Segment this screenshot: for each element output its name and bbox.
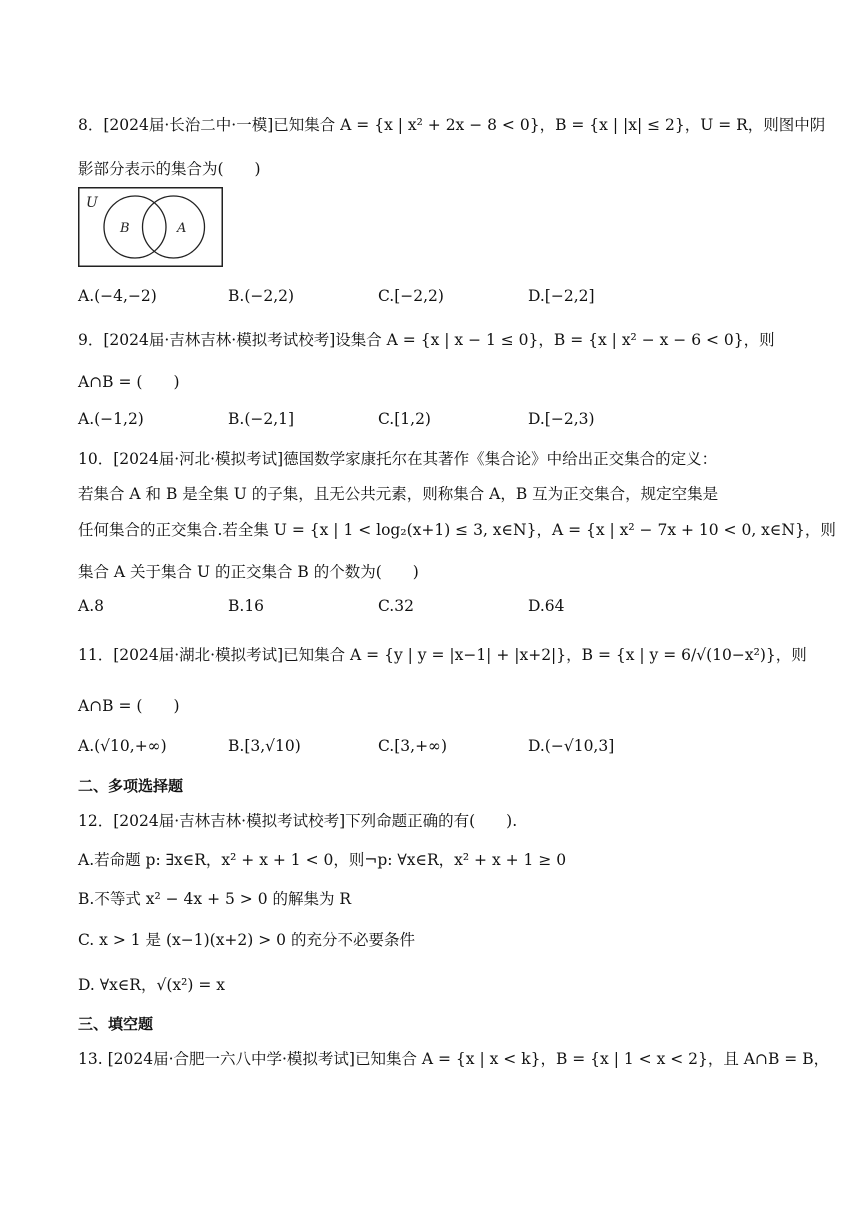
q8-option-c[interactable]: C.[−2,2) [378, 287, 444, 305]
q9-stem-line2: A∩B = ( ) [78, 373, 180, 391]
q11-option-b[interactable]: B.[3,√10) [228, 737, 301, 755]
section-heading-multiple-choice: 二、多项选择题 [78, 777, 184, 795]
section-heading-fill-in: 三、填空题 [78, 1015, 154, 1033]
q12-option-b[interactable]: B.不等式 x² − 4x + 5 > 0 的解集为 R [78, 890, 352, 908]
b-label: B [120, 221, 130, 236]
q11-stem-line2: A∩B = ( ) [78, 697, 180, 715]
q10-stem-line1: 10．[2024届·河北·模拟考试]德国数学家康托尔在其著作《集合论》中给出正交集合的定义： [78, 450, 718, 468]
q9-option-a[interactable]: A.(−1,2) [78, 410, 144, 428]
q8-option-d[interactable]: D.[−2,2] [528, 287, 595, 305]
u-label: U [86, 195, 98, 211]
q8-option-b[interactable]: B.(−2,2) [228, 287, 295, 305]
q13-stem-line1: 13. [2024届·合肥一六八中学·模拟考试]已知集合 A = {x | x < k}，B = {x | 1 < x < 2}，且 A∩B = B， [78, 1050, 830, 1068]
q12-stem-line1: 12．[2024届·吉林吉林·模拟考试校考]下列命题正确的有( ). [78, 812, 518, 830]
q11-stem-line1: 11．[2024届·湖北·模拟考试]已知集合 A = {y | y = |x−1| + |x+2|}，B = {x | y = 6/√(10−x²)}，则 [78, 646, 807, 664]
q9-stem-line1: 9．[2024届·吉林吉林·模拟考试校考]设集合 A = {x | x − 1 ≤ 0}，B = {x | x² − x − 6 < 0}，则 [78, 331, 775, 349]
q11-option-a[interactable]: A.(√10,+∞) [78, 737, 167, 755]
q12-option-d[interactable]: D. ∀x∈R，√(x²) = x [78, 976, 225, 994]
q10-option-b[interactable]: B.16 [228, 597, 265, 615]
q9-option-b[interactable]: B.(−2,1] [228, 410, 295, 428]
q10-option-a[interactable]: A.8 [78, 597, 104, 615]
q10-option-c[interactable]: C.32 [378, 597, 414, 615]
a-label: A [177, 221, 187, 236]
q12-option-c[interactable]: C. x > 1 是 (x−1)(x+2) > 0 的充分不必要条件 [78, 931, 415, 949]
set-b-circle [104, 196, 166, 258]
q12-option-a[interactable]: A.若命题 p: ∃x∈R，x² + x + 1 < 0，则¬p: ∀x∈R，x² + x + 1 ≥ 0 [78, 851, 567, 869]
q8-stem-line1: 8．[2024届·长治二中·一模]已知集合 A = {x | x² + 2x − 8 < 0}，B = {x | |x| ≤ 2}，U = R，则图中阴 [78, 116, 826, 134]
q10-stem-line2: 若集合 A 和 B 是全集 U 的子集，且无公共元素，则称集合 A，B 互为正交集合，规定空集是 [78, 485, 719, 503]
q10-option-d[interactable]: D.64 [528, 597, 565, 615]
q9-option-d[interactable]: D.[−2,3) [528, 410, 595, 428]
q11-option-d[interactable]: D.(−√10,3] [528, 737, 615, 755]
venn-diagram [78, 187, 223, 267]
set-a-circle [143, 196, 205, 258]
q10-stem-line4: 集合 A 关于集合 U 的正交集合 B 的个数为( ) [78, 563, 419, 581]
q9-option-c[interactable]: C.[1,2) [378, 410, 431, 428]
q11-option-c[interactable]: C.[3,+∞) [378, 737, 448, 755]
q8-stem-line2: 影部分表示的集合为( ) [78, 160, 261, 178]
q8-option-a[interactable]: A.(−4,−2) [78, 287, 157, 305]
q10-stem-line3: 任何集合的正交集合.若全集 U = {x | 1 < log₂(x+1) ≤ 3, x∈N}，A = {x | x² − 7x + 10 < 0, x∈N}，则 [78, 521, 836, 539]
